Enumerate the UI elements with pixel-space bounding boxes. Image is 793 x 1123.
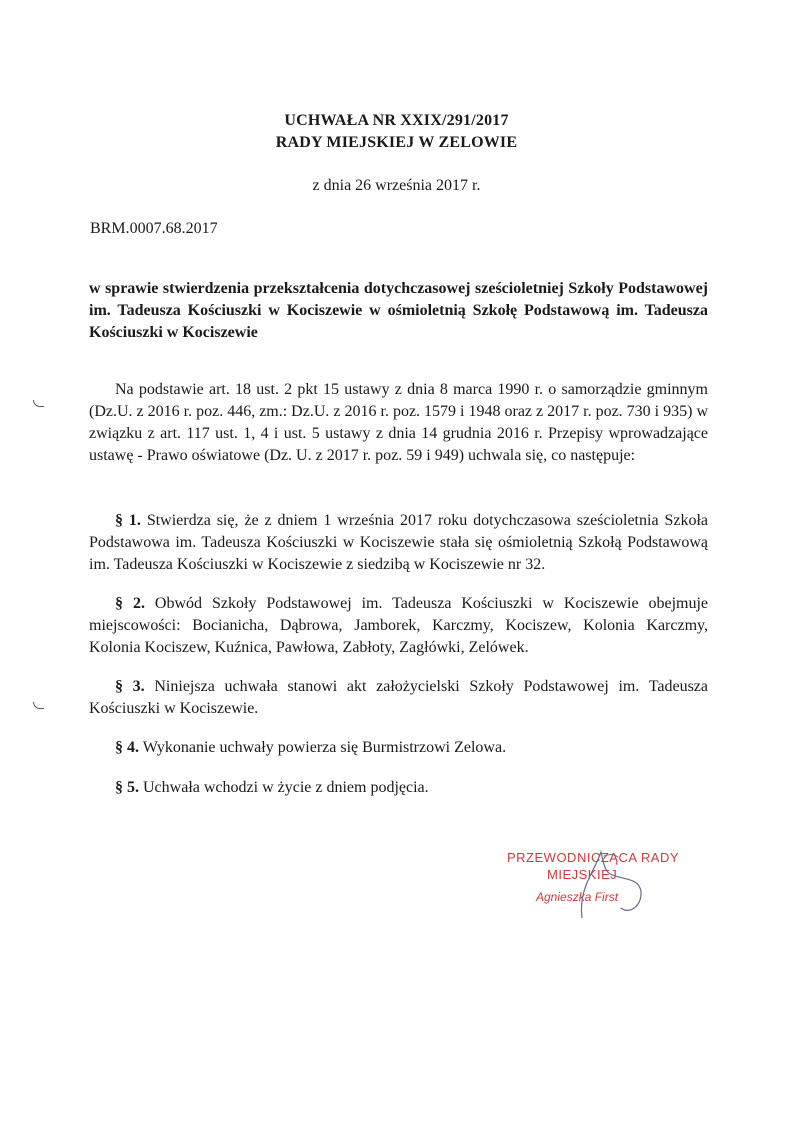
resolution-date: z dnia 26 września 2017 r. bbox=[312, 177, 481, 194]
handwritten-signature bbox=[500, 848, 680, 918]
chairperson-stamp bbox=[500, 848, 680, 918]
stamp-signatory-name: Agnieszka First bbox=[536, 890, 619, 904]
paragraph-1-label: § 1. bbox=[115, 512, 141, 529]
paragraph-4-text: Wykonanie uchwały powierza się Burmistrzowi Zelowa. bbox=[142, 739, 507, 756]
paragraph-2 bbox=[89, 593, 708, 659]
paragraph-1-text: Stwierdza się, że z dniem 1 września 2017 roku dotychczasowa sześcioletnia Szkoła Podstawowa im. Tadeusza Kościuszki w Kociszewie stała się ośmioletnią Szkołą Podstawową im. Tadeusza Kościuszki w Kociszewie z siedzibą w Kociszewie nr 32. bbox=[89, 512, 708, 573]
paragraph-4 bbox=[89, 737, 708, 759]
paragraph-3-text: Niniejsza uchwała stanowi akt założycielski Szkoły Podstawowej im. Tadeusza Kościuszki w Kociszewie. bbox=[89, 678, 709, 717]
paragraph-1 bbox=[89, 510, 708, 576]
legal-basis: Na podstawie art. 18 ust. 2 pkt 15 ustawy z dnia 8 marca 1990 r. o samorządzie gminnym (Dz.U. z 2016 r. poz. 446, zm.: Dz.U. z 2016 r. poz. 1579 i 1948 oraz z 2017 r. poz. 730 i 935) w związku z art. 117 ust. 1, 4 i ust. 5 ustawy z dnia 14 grudnia 2016 r. Przepisy wprowadzające ustawę - Prawo oświatowe (Dz. U. z 2017 r. poz. 59 i 949) uchwala się, co następuje: bbox=[89, 381, 708, 464]
stamp-council-line: MIEJSKIEJ bbox=[547, 867, 618, 882]
paragraph-5 bbox=[89, 777, 708, 799]
paragraph-3 bbox=[89, 676, 708, 720]
scan-margin-mark bbox=[33, 400, 44, 407]
paragraph-3-label: § 3. bbox=[115, 678, 145, 695]
council-name: RADY MIEJSKIEJ W ZELOWIE bbox=[275, 134, 518, 151]
paragraph-4-label: § 4. bbox=[115, 739, 139, 756]
paragraph-5-text: Uchwała wchodzi w życie z dniem podjęcia. bbox=[143, 779, 429, 796]
reference-number: BRM.0007.68.2017 bbox=[90, 220, 218, 237]
paragraph-5-label: § 5. bbox=[115, 779, 139, 796]
resolution-title: UCHWAŁA NR XXIX/291/2017 bbox=[284, 112, 509, 129]
paragraph-2-label: § 2. bbox=[115, 595, 145, 612]
paragraph-2-text: Obwód Szkoły Podstawowej im. Tadeusza Kościuszki w Kociszewie obejmuje miejscowości: Bocianicha, Dąbrowa, Jamborek, Karczmy, Kociszew, Kolonia Karczmy, Kolonia Kociszew, Kuźnica, Pawłowa, Zabłoty, Zagłówki, Zelówek. bbox=[89, 595, 709, 656]
resolution-subject: w sprawie stwierdzenia przekształcenia dotychczasowej sześcioletniej Szkoły Podstawowej im. Tadeusza Kościuszki w Kociszewie w ośmioletnią Szkołę Podstawową im. Tadeusza Kościuszki w Kociszewie bbox=[89, 280, 708, 341]
scan-margin-mark bbox=[33, 702, 44, 709]
stamp-title-line: PRZEWODNICZĄCA RADY bbox=[507, 850, 680, 865]
